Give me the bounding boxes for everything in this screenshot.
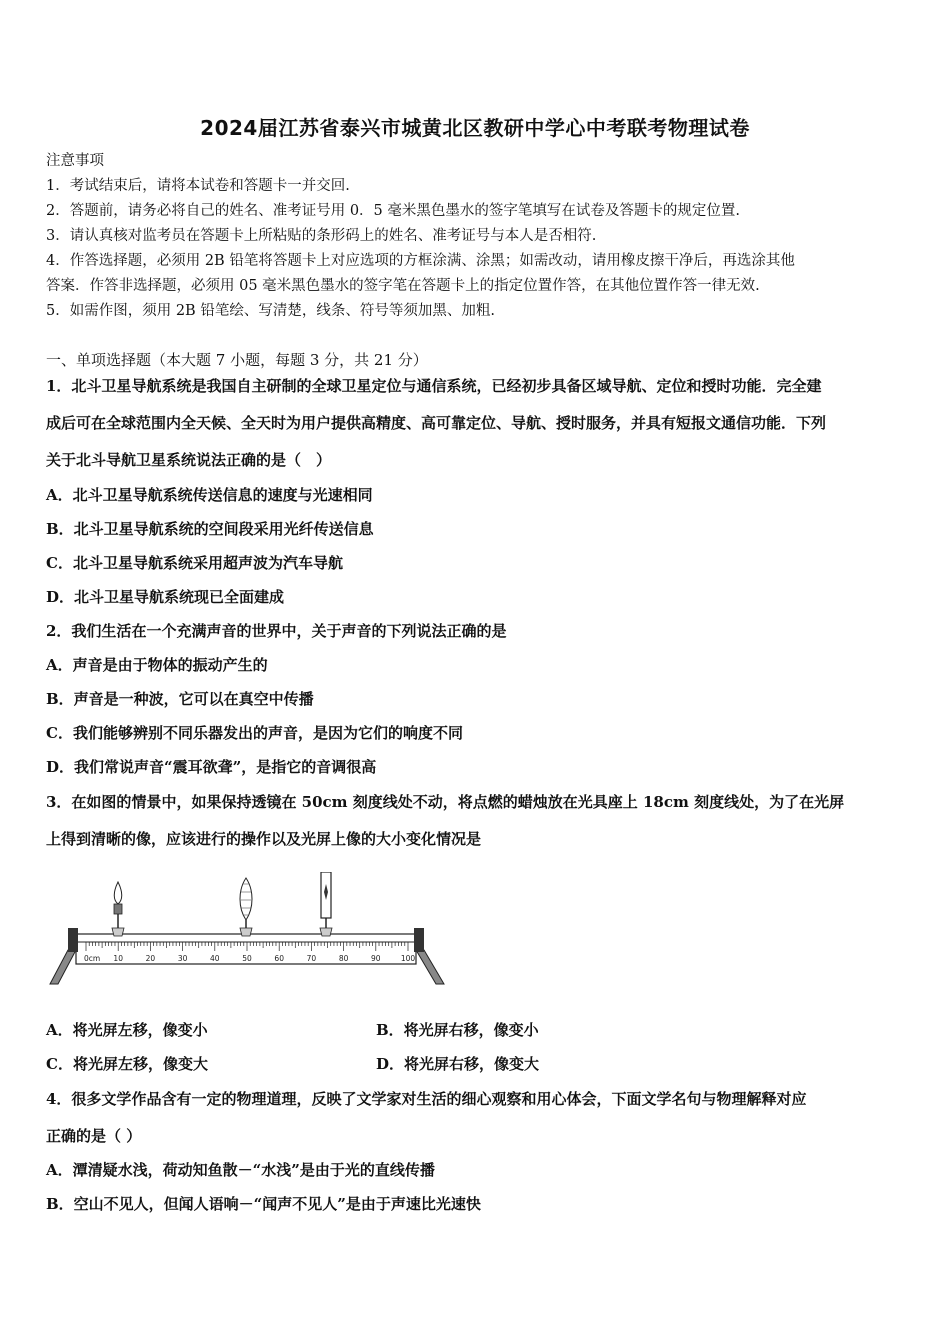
candle xyxy=(112,882,124,936)
scale-label: 10 xyxy=(113,954,123,963)
scale-label: 0cm xyxy=(84,954,101,963)
scale-label: 30 xyxy=(177,954,188,963)
q1-option-a: A．北斗卫星导航系统传送信息的速度与光速相同 xyxy=(46,486,373,504)
q1-stem: 关于北斗导航卫星系统说法正确的是（ ） xyxy=(46,451,332,469)
scale-label: 90 xyxy=(371,954,381,963)
q4-option-b: B．空山不见人，但闻人语响－“闻声不见人”是由于声速比光速快 xyxy=(46,1195,481,1213)
bench-right-end xyxy=(414,928,424,952)
bench-left-end xyxy=(68,928,78,952)
light-screen xyxy=(320,872,332,936)
scale-label: 80 xyxy=(338,954,349,963)
q1-stem: 成后可在全球范围内全天候、全天时为用户提供高精度、高可靠定位、导航、授时服务，并具有短报文通信功能．下列 xyxy=(46,414,827,432)
q1-option-d: D．北斗卫星导航系统现已全面建成 xyxy=(46,588,285,606)
q2-stem: 2．我们生活在一个充满声音的世界中，关于声音的下列说法正确的是 xyxy=(46,622,507,640)
q1-stem: 1．北斗卫星导航系统是我国自主研制的全球卫星定位与通信系统，已经初步具备区域导航、定位和授时功能．完全建 xyxy=(46,377,822,395)
q1-option-c: C．北斗卫星导航系统采用超声波为汽车导航 xyxy=(46,554,343,572)
notice-heading: 注意事项 xyxy=(46,153,104,169)
q4-option-a: A．潭清疑水浅，荷动知鱼散－“水浅”是由于光的直线传播 xyxy=(46,1161,435,1179)
q2-option-c: C．我们能够辨别不同乐器发出的声音，是因为它们的响度不同 xyxy=(46,724,463,742)
q3-option-c: C．将光屏左移，像变大 xyxy=(46,1055,208,1073)
notice-item: 2．答题前，请务必将自己的姓名、准考证号用 0．5 毫米黑色墨水的签字笔填写在试卷及答题卡的规定位置. xyxy=(46,203,740,219)
notice-item: 4．作答选择题，必须用 2B 铅笔将答题卡上对应选项的方框涂满、涂黑；如需改动，请用橡皮擦干净后，再选涂其他 xyxy=(46,253,795,269)
notice-item: 3．请认真核对监考员在答题卡上所粘贴的条形码上的姓名、准考证号与本人是否相符. xyxy=(46,228,597,244)
convex-lens xyxy=(240,878,252,936)
notice-item: 1．考试结束后，请将本试卷和答题卡一并交回. xyxy=(46,178,350,194)
bench-left-leg xyxy=(50,950,76,984)
q3-stem: 上得到清晰的像，应该进行的操作以及光屏上像的大小变化情况是 xyxy=(46,830,482,848)
section-heading: 一、单项选择题（本大题 7 小题，每题 3 分，共 21 分） xyxy=(46,351,428,369)
notice-item: 5．如需作图，须用 2B 铅笔绘、写清楚，线条、符号等须加黑、加粗. xyxy=(46,303,495,319)
q4-stem: 4．很多文学作品含有一定的物理道理，反映了文学家对生活的细心观察和用心体会，下面文学名句与物理解释对应 xyxy=(46,1090,807,1108)
scale-label: 20 xyxy=(145,954,156,963)
page-title: 2024届江苏省泰兴市城黄北区教研中学心中考联考物理试卷 xyxy=(200,116,750,140)
scale-label: 100 xyxy=(400,954,416,963)
notice-item: 答案．作答非选择题，必须用 05 毫米黑色墨水的签字笔在答题卡上的指定位置作答，在其他位置作答一律无效. xyxy=(46,278,760,294)
q3-option-b: B．将光屏右移，像变小 xyxy=(376,1021,539,1039)
candle-body xyxy=(114,904,122,914)
scale-label: 40 xyxy=(210,954,220,963)
q2-option-a: A．声音是由于物体的振动产生的 xyxy=(46,656,268,674)
q4-stem: 正确的是（ ） xyxy=(46,1127,142,1145)
candle-flame xyxy=(114,882,122,904)
scale-label: 50 xyxy=(242,954,252,963)
bench-right-leg xyxy=(416,950,444,984)
q1-option-b: B．北斗卫星导航系统的空间段采用光纤传送信息 xyxy=(46,520,374,538)
q2-option-b: B．声音是一种波，它可以在真空中传播 xyxy=(46,690,314,708)
scale-label: 70 xyxy=(306,954,317,963)
q3-option-a: A．将光屏左移，像变小 xyxy=(46,1021,208,1039)
scale-label: 60 xyxy=(274,954,284,963)
q2-option-d: D．我们常说声音“震耳欲聋”，是指它的音调很高 xyxy=(46,758,377,776)
q3-stem: 3．在如图的情景中，如果保持透镜在 50cm 刻度线处不动，将点燃的蜡烛放在光具座上 18cm 刻度线处，为了在光屏 xyxy=(46,793,845,811)
q3-option-d: D．将光屏右移，像变大 xyxy=(376,1055,540,1073)
optical-bench-figure xyxy=(46,872,450,987)
